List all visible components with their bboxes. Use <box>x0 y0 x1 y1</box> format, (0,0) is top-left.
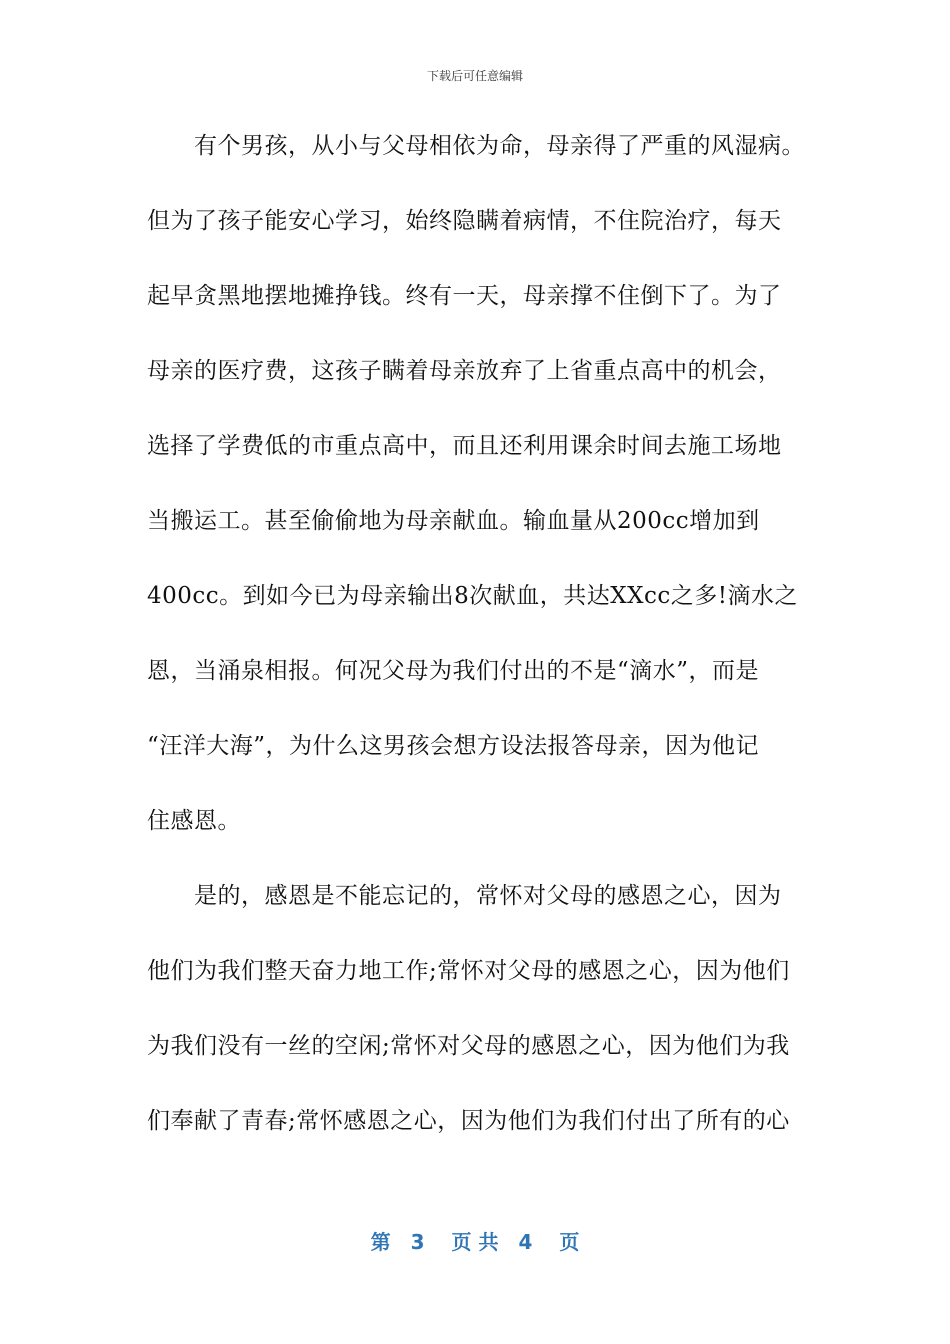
text-line: 当搬运工。甚至偷偷地为母亲献血。输血量从200cc增加到 <box>147 508 760 534</box>
page-number-label: 第 3 页 共 4 页 <box>370 1230 580 1254</box>
text-line: “汪洋大海”，为什么这男孩会想方设法报答母亲，因为他记 <box>147 733 760 759</box>
header-note: 下载后可任意编辑 <box>426 69 523 83</box>
document-body <box>147 126 807 1176</box>
text-line: 是的，感恩是不能忘记的，常怀对父母的感恩之心，因为 <box>147 883 782 909</box>
text-line: 们奉献了青春;常怀感恩之心，因为他们为我们付出了所有的心 <box>147 1108 790 1134</box>
text-line: 起早贪黑地摆地摊挣钱。终有一天，母亲撑不住倒下了。为了 <box>147 283 782 309</box>
text-line: 母亲的医疗费，这孩子瞒着母亲放弃了上省重点高中的机会， <box>147 358 782 384</box>
text-line: 有个男孩，从小与父母相依为命，母亲得了严重的风湿病。 <box>147 133 805 159</box>
text-line: 恩，当涌泉相报。何况父母为我们付出的不是“滴水”，而是 <box>147 658 760 684</box>
text-line: 住感恩。 <box>147 808 241 834</box>
text-line: 但为了孩子能安心学习，始终隐瞒着病情，不住院治疗，每天 <box>147 208 782 234</box>
text-line: 为我们没有一丝的空闲;常怀对父母的感恩之心，因为他们为我 <box>147 1033 790 1059</box>
text-line: 他们为我们整天奋力地工作;常怀对父母的感恩之心，因为他们 <box>147 958 790 984</box>
page-footer <box>0 1226 950 1255</box>
text-line: 400cc。到如今已为母亲输出8次献血，共达XXcc之多!滴水之 <box>147 583 799 609</box>
text-line: 选择了学费低的市重点高中，而且还利用课余时间去施工场地 <box>147 433 782 459</box>
